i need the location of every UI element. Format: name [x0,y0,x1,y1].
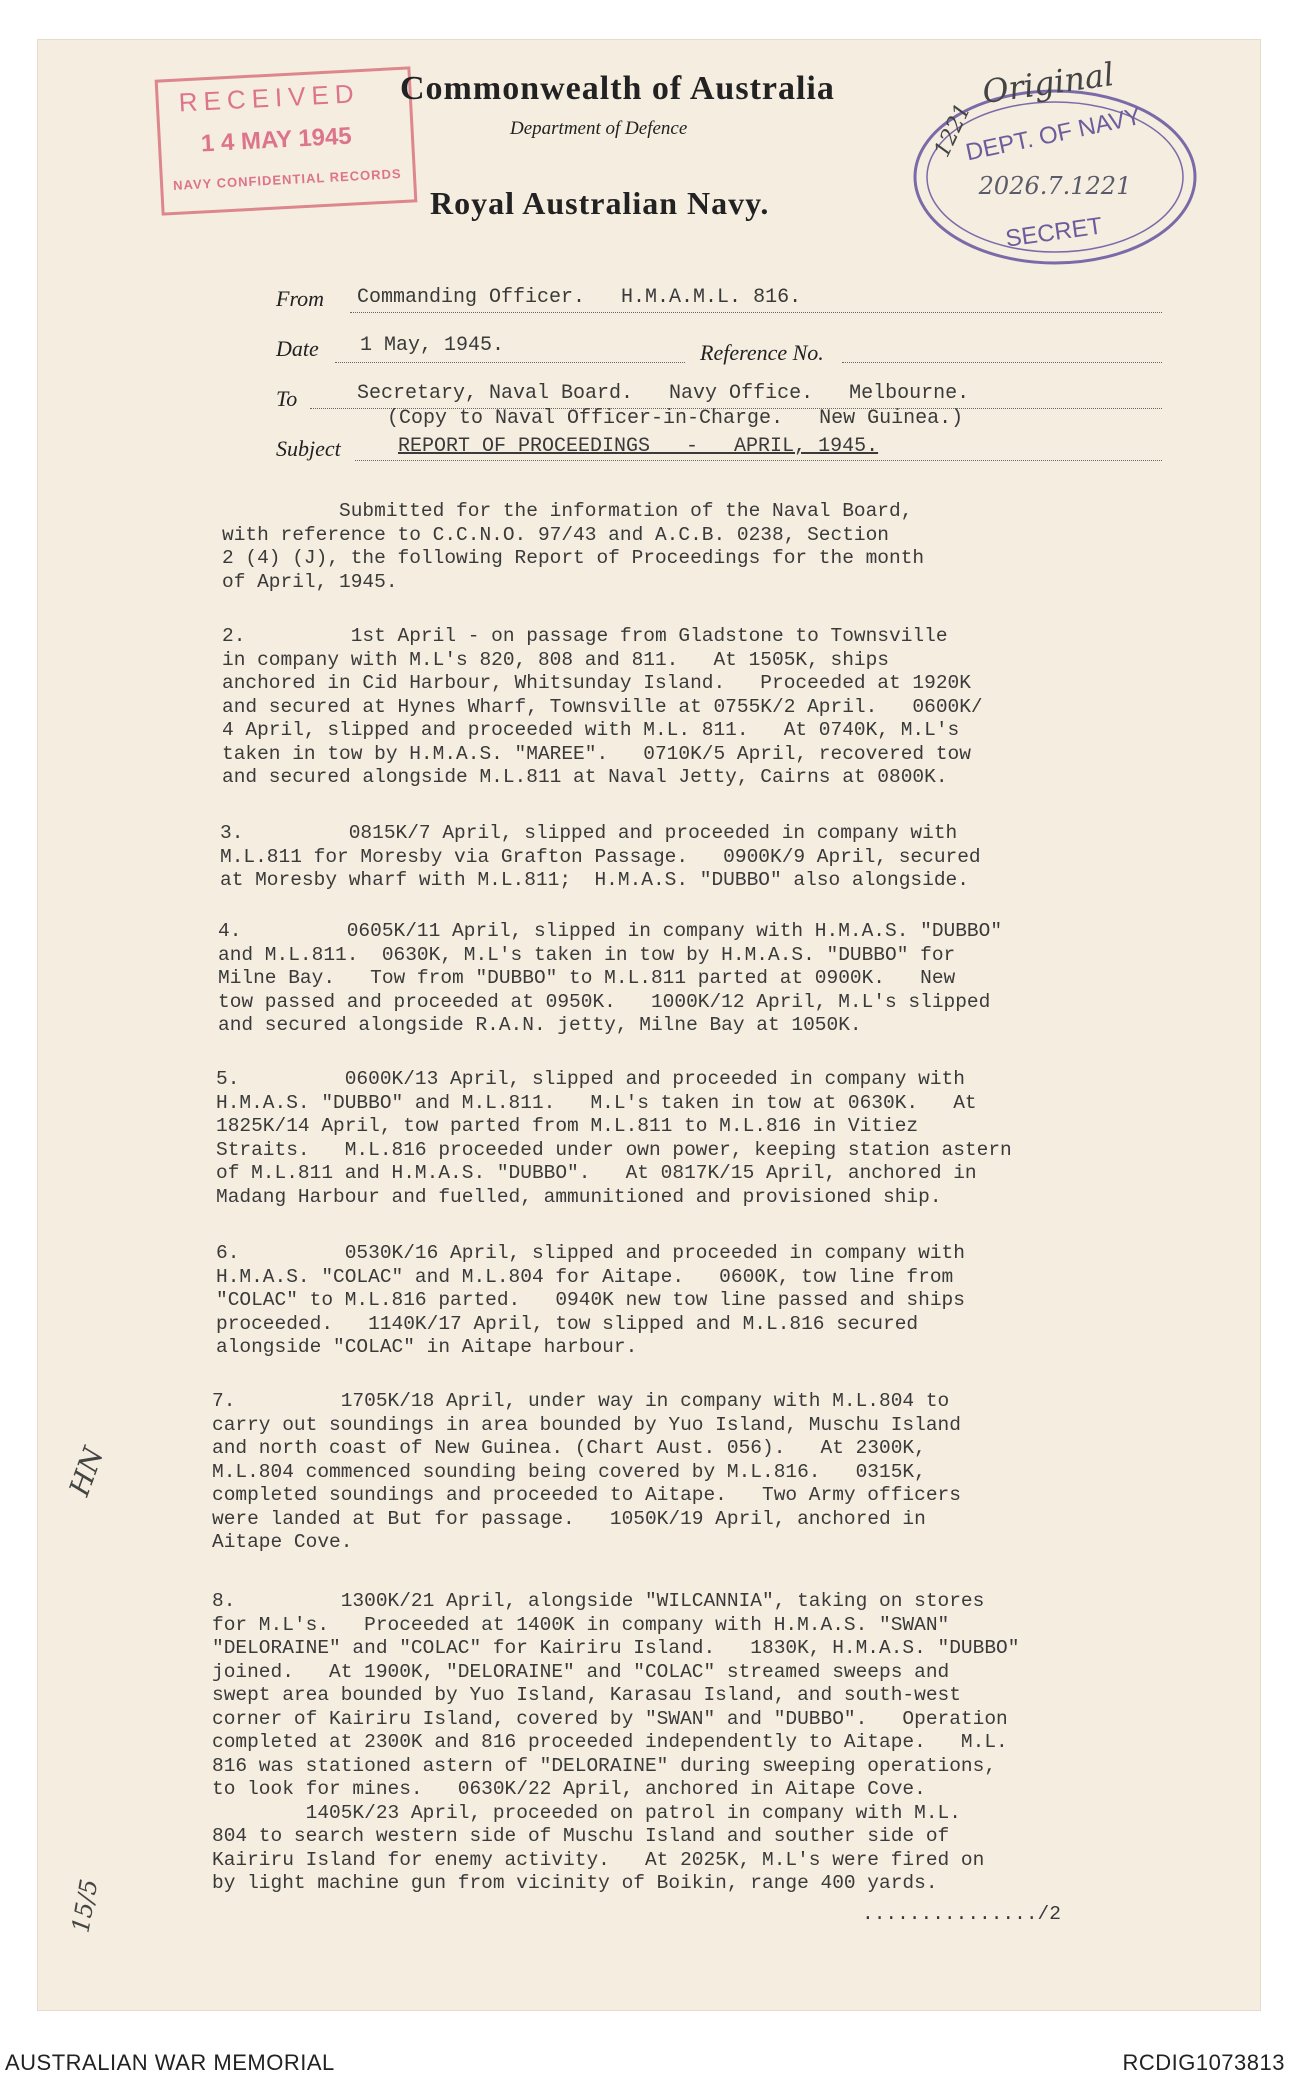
header-title: Commonwealth of Australia [400,70,835,107]
paragraph-2: 2. 1st April - on passage from Gladstone to Townsville in company with M.L's 820, 808 and 811. At 1505K, ships anchored in Cid Harbour, Whitsunday Island. Proceeded at 1920K and secured at Hynes Wharf, Townsville at 0755K/2 April. 0600K/ 4 April, slipped and proceeded with M.L. 811. At 0740K, M.L's taken in tow by H.M.A.S. "MAREE". 0710K/5 April, recovered tow and secured alongside M.L.811 at Naval Jetty, Cairns at 0800K. [222,625,983,788]
received-stamp [155,66,418,215]
page-continuation: .............../2 [862,1903,1061,1925]
paragraph-6: 6. 0530K/16 April, slipped and proceeded in company with H.M.A.S. "COLAC" and M.L.804 for Aitape. 0600K, tow line from "COLAC" to M.L.816 parted. 0940K new tow line passed and ships proceeded. 1140K/17 April, tow slipped and M.L.816 secured alongside "COLAC" in Aitape harbour. [216,1242,965,1358]
header-department: Department of Defence [510,118,688,139]
paragraph-8: 8. 1300K/21 April, alongside "WILCANNIA", taking on stores for M.L's. Proceeded at 1400K in company with H.M.A.S. "SWAN" "DELORAINE" and "COLAC" for Kairiru Island. 1830K, H.M.A.S. "DUBBO" joined. At 1900K, "DELORAINE" and "COLAC" streamed sweeps and swept area bounded by Yuo Island, Karasau Island, and south-west corner of Kairiru Island, covered by "SWAN" and "DUBBO". Operation completed at 2300K and 816 proceeded independently to Aitape. M.L. 816 was stationed astern of "DELORAINE" during sweeping operations, to look for mines. 0630K/22 April, anchored in Aitape Cove. 1405K/23 April, proceeded on patrol in company with M.L. 804 to search western side of Muschu Island and souther side of Kairiru Island for enemy activity. At 2025K, M.L's were fired on by light machine gun from vicinity of Boikin, range 400 yards. [212,1590,1020,1894]
paragraph-7: 7. 1705K/18 April, under way in company with M.L.804 to carry out soundings in area bounded by Yuo Island, Muschu Island and north coast of New Guinea. (Chart Aust. 056). At 2300K, M.L.804 commenced sounding being covered by M.L.816. 0315K, completed soundings and proceeded to Aitape. Two Army officers were landed at But for passage. 1050K/19 April, anchored in Aitape Cove. [212,1390,961,1553]
received-stamp-date: 1 4 MAY 1945 [200,122,353,158]
reference-label: Reference No. [700,340,824,365]
received-stamp-title: RECEIVED [178,78,361,118]
footer-record-id: RCDIG1073813 [1122,2050,1285,2075]
paragraph-5: 5. 0600K/13 April, slipped and proceeded in company with H.M.A.S. "DUBBO" and M.L.811. M.L's taken in tow at 0630K. At 1825K/14 April, tow parted from M.L.811 to M.L.816 in Vitiez Straits. M.L.816 proceeded under own power, keeping station astern of M.L.811 and H.M.A.S. "DUBBO". At 0817K/15 April, anchored in Madang Harbour and fuelled, ammunitioned and provisioned ship. [216,1068,1012,1208]
from-label: From [276,286,325,311]
original-annotation: Original [980,54,1117,112]
to-label: To [276,386,298,411]
subject-line [355,460,1162,461]
date-label: Date [276,336,319,361]
to-value-line-1: Secretary, Naval Board. Navy Office. Melbourne. [357,382,970,405]
from-line [350,312,1162,313]
subject-value: REPORT OF PROCEEDINGS - APRIL, 1945. [398,435,879,458]
footer-archive-name: AUSTRALIAN WAR MEMORIAL [5,2050,335,2075]
from-value: Commanding Officer. H.M.A.M.L. 816. [357,286,802,309]
received-stamp-records: NAVY CONFIDENTIAL RECORDS [172,166,402,193]
header-service: Royal Australian Navy. [430,185,770,221]
paragraph-3: 3. 0815K/7 April, slipped and proceeded in company with M.L.811 for Moresby via Grafton Passage. 0900K/9 April, secured at Moresby wharf with M.L.811; H.M.A.S. "DUBBO" also alongside. [220,822,981,891]
navy-stamp-number: 2026.7.1221 [978,172,1132,200]
margin-initials: HN [62,1442,111,1501]
navy-stamp-top-text: DEPT. OF NAVY [963,102,1144,167]
side-number-annotation: 1221 [929,99,977,162]
paragraph-intro: Submitted for the information of the Naval Board, with reference to C.C.N.O. 97/43 and A.C.B. 0238, Section 2 (4) (J), the following Report of Proceedings for the month of April, 1945. [222,500,925,593]
margin-date-note: 15/5 [66,1877,104,1935]
subject-label: Subject [276,436,341,461]
navy-stamp-bottom-text: SECRET [1003,212,1105,253]
paragraph-4: 4. 0605K/11 April, slipped in company with H.M.A.S. "DUBBO" and M.L.811. 0630K, M.L's taken in tow by H.M.A.S. "DUBBO" for Milne Bay. Tow from "DUBBO" to M.L.811 parted at 0900K. New tow passed and proceeded at 0950K. 1000K/12 April, M.L's slipped and secured alongside R.A.N. jetty, Milne Bay at 1050K. [218,920,1003,1036]
to-value-line-2: (Copy to Naval Officer-in-Charge. New Guinea.) [387,407,964,430]
date-value: 1 May, 1945. [360,334,505,357]
date-line [335,362,685,363]
reference-line [842,362,1162,363]
